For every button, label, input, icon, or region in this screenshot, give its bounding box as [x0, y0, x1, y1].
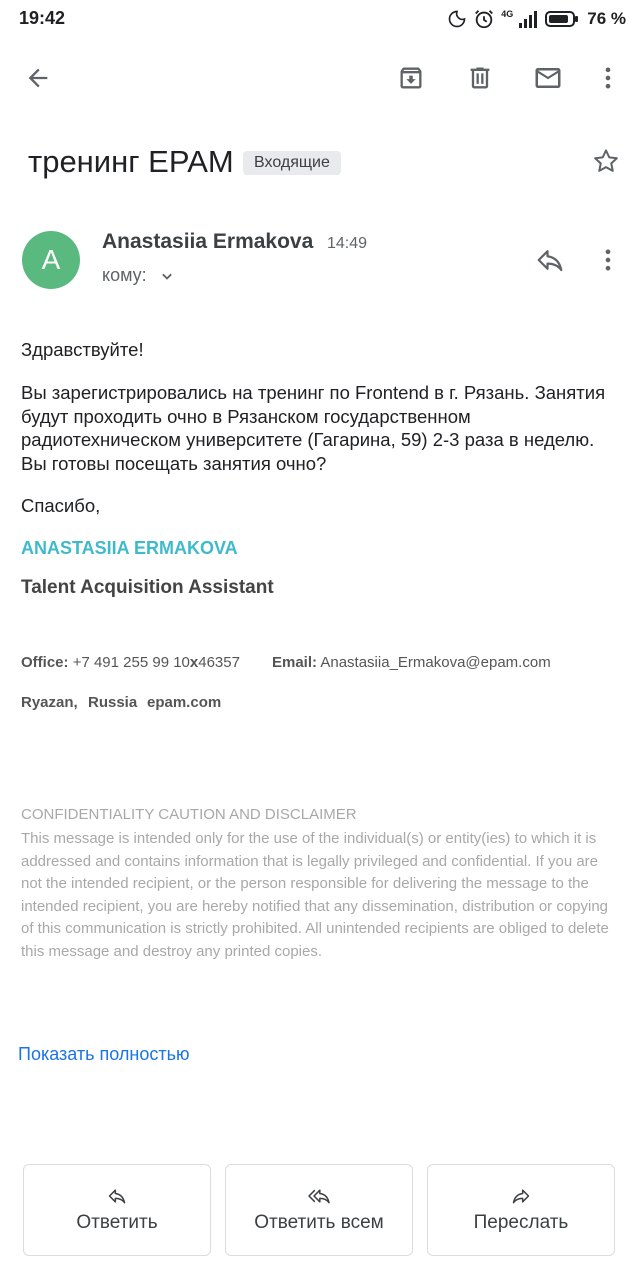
more-options-button[interactable]: [584, 54, 632, 102]
signature-name: ANASTASIIA ERMAKOVA: [21, 538, 238, 558]
reply-all-icon: [306, 1186, 332, 1206]
body-greeting: Здравствуйте!: [21, 339, 144, 360]
office-ext: 46357: [198, 654, 240, 671]
email-label: Email:: [272, 654, 318, 671]
reply-action-button[interactable]: [23, 1164, 211, 1256]
alarm-icon: [473, 8, 495, 30]
reply-icon: [105, 1186, 129, 1206]
reply-all-action-button[interactable]: [225, 1164, 413, 1256]
location-city: Ryazan,: [21, 694, 78, 711]
inbox-label-chip[interactable]: Входящие: [243, 151, 341, 175]
chevron-down-icon: [157, 266, 177, 286]
status-time: 19:42: [19, 8, 66, 28]
office-contact: [21, 654, 240, 671]
status-icons: [447, 6, 626, 32]
network-type: 4G: [501, 9, 514, 19]
arrow-back-icon: [24, 64, 52, 92]
more-vert-icon: [594, 64, 622, 92]
message-time: 14:49: [327, 235, 368, 252]
disclaimer-title: CONFIDENTIALITY CAUTION AND DISCLAIMER: [21, 806, 357, 823]
battery-percent: 76 %: [587, 9, 626, 28]
delete-button[interactable]: [456, 54, 504, 102]
to-label: кому:: [102, 265, 147, 285]
signal-icon: [519, 10, 539, 28]
signature-role: Talent Acquisition Assistant: [21, 577, 274, 598]
reply-icon: [535, 245, 565, 275]
mark-unread-button[interactable]: [524, 54, 572, 102]
more-vert-icon: [594, 246, 622, 274]
moon-icon: [447, 9, 467, 29]
star-icon: [591, 146, 621, 176]
reply-label: Ответить: [76, 1212, 158, 1233]
email-address[interactable]: Anastasiia_Ermakova@epam.com: [320, 654, 551, 671]
office-label: Office:: [21, 654, 69, 671]
back-button[interactable]: [14, 54, 62, 102]
show-full-link[interactable]: Показать полностью: [18, 1044, 190, 1064]
reply-all-label: Ответить всем: [254, 1212, 384, 1233]
email-subject: тренинг EPAM: [28, 144, 234, 179]
mail-icon: [533, 63, 563, 93]
message-more-button[interactable]: [584, 236, 632, 284]
recipients-toggle[interactable]: [102, 265, 177, 286]
body-paragraph: Вы зарегистрировались на тренинг по Frontend в г. Рязань. Занятия будут проходить очно в Рязанском государственном радиотехническом университете (Гагарина, 59) 2-3 раза в неделю. Вы готовы посещать занятия очно?: [21, 382, 606, 474]
sender-avatar[interactable]: A: [22, 231, 80, 289]
forward-action-button[interactable]: [427, 1164, 615, 1256]
battery-icon: [545, 10, 579, 28]
trash-icon: [466, 64, 494, 92]
location-country: Russia: [88, 694, 138, 711]
website-link[interactable]: epam.com: [147, 694, 222, 711]
sender-name: Anastasiia Ermakova: [102, 230, 314, 253]
reply-button[interactable]: [526, 236, 574, 284]
archive-button[interactable]: [387, 54, 435, 102]
forward-label: Переслать: [473, 1212, 569, 1233]
office-phone[interactable]: +7 491 255 99 10: [72, 654, 190, 671]
email-contact: [272, 654, 551, 671]
disclaimer-text: This message is intended only for the use of the individual(s) or entity(ies) to which it is addressed and contains information that is legally privileged and confidential. If you are not the intended recipient, or the person responsible for delivering the message to the intended recipient, you are hereby notified that any dissemination, distribution or copying of this communication is strictly prohibited. All unintended recipients are obliged to delete this message and destroy any printed copies.: [21, 830, 609, 960]
body-thanks: Спасибо,: [21, 495, 101, 516]
archive-icon: [397, 64, 425, 92]
star-button[interactable]: [582, 137, 630, 185]
forward-icon: [509, 1186, 533, 1206]
ext-x: x: [189, 654, 199, 671]
